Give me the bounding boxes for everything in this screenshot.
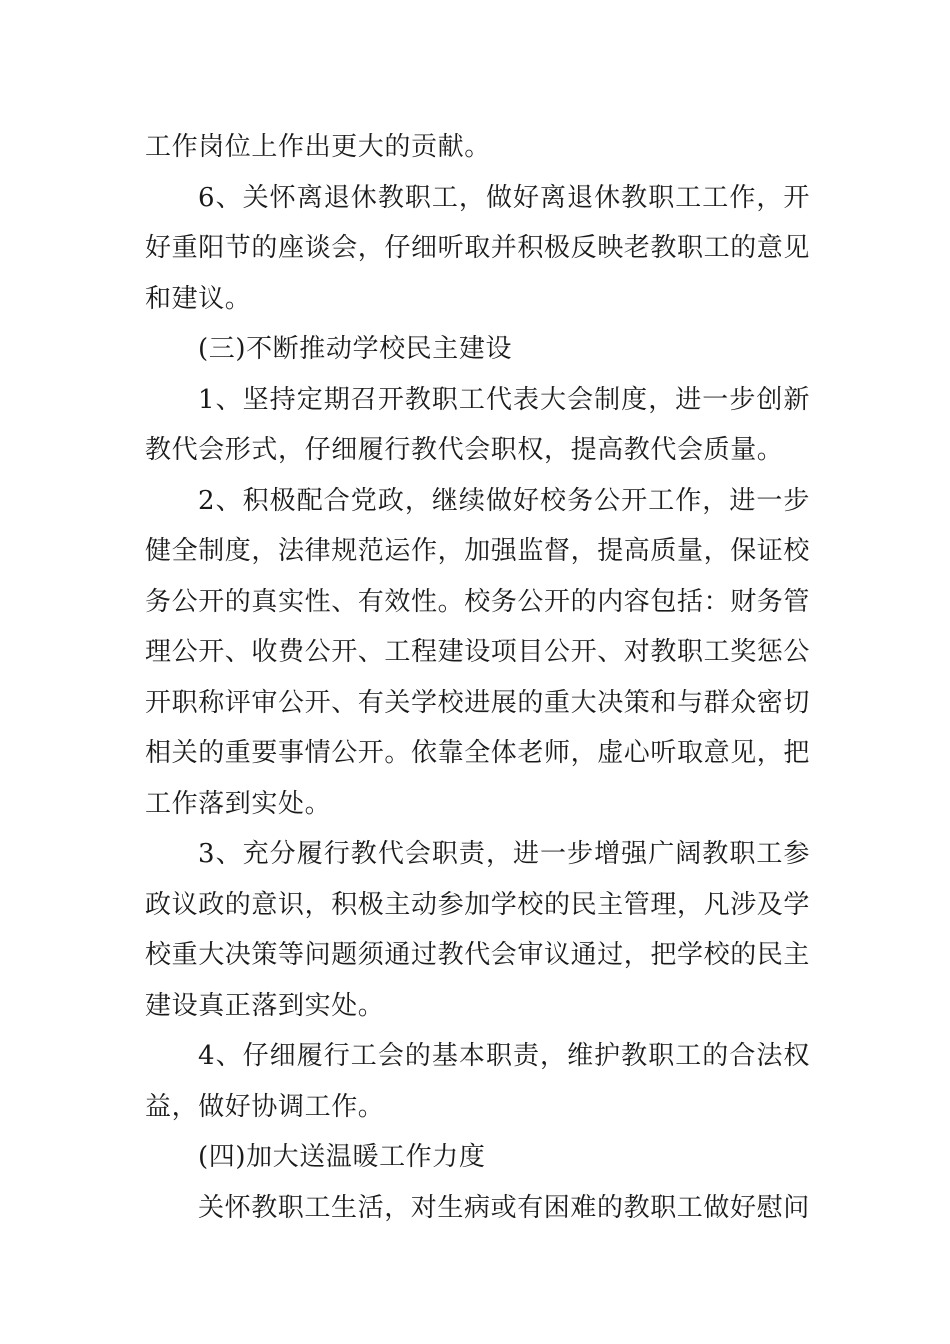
- paragraph-item-2: 2、积极配合党政，继续做好校务公开工作，进一步健全制度，法律规范运作，加强监督，提高质量，保证校务公开的真实性、有效性。校务公开的内容包括：财务管理公开、收费公开、工程建设项目公开、对教职工奖惩公开职称评审公开、有关学校进展的重大决策和与群众密切相关的重要事情公开。依靠全体老师，虚心听取意见，把工作落到实处。: [145, 485, 811, 819]
- paragraph-item-6: 6、关怀离退休教职工，做好离退休教职工工作，开好重阳节的座谈会，仔细听取并积极反映老教职工的意见和建议。: [145, 182, 811, 314]
- section-heading-4: (四)加大送温暖工作力度: [198, 1142, 486, 1172]
- document-body: [145, 122, 810, 1233]
- paragraph-continuation: 工作岗位上作出更大的贡献。: [145, 132, 491, 162]
- paragraph-care: 关怀教职工生活，对生病或有困难的教职工做好慰问: [198, 1192, 810, 1223]
- paragraph-item-3: 3、充分履行教代会职责，进一步增强广阔教职工参政议政的意识，积极主动参加学校的民主管理，凡涉及学校重大决策等问题须通过教代会审议通过，把学校的民主建设真正落到实处。: [145, 839, 811, 1021]
- paragraph-item-1: 1、坚持定期召开教职工代表大会制度，进一步创新教代会形式，仔细履行教代会职权，提高教代会质量。: [145, 384, 810, 465]
- section-heading-3: (三)不断推动学校民主建设: [198, 334, 513, 364]
- paragraph-item-4: 4、仔细履行工会的基本职责，维护教职工的合法权益，做好协调工作。: [145, 1041, 810, 1122]
